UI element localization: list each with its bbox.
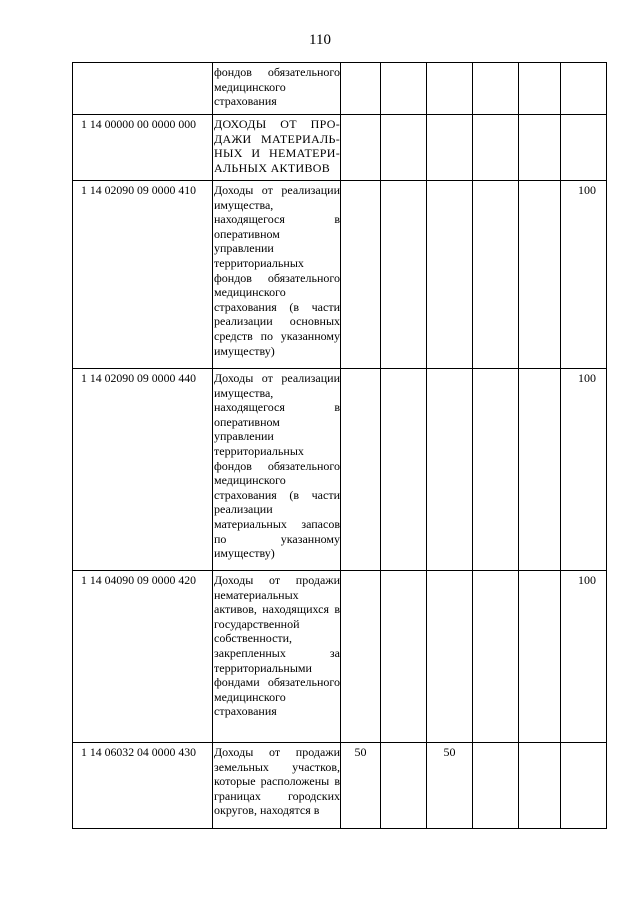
row-name: Доходы от продажи нематериальных активов, находящихся в государственной собственности, закрепленных за территориальными фондами обязательного медицинского страхования bbox=[213, 571, 341, 743]
row-value bbox=[473, 181, 519, 369]
row-value bbox=[519, 181, 561, 369]
row-value bbox=[427, 115, 473, 181]
row-code: 1 14 06032 04 0000 430 bbox=[73, 743, 213, 829]
row-value bbox=[519, 743, 561, 829]
row-code: 1 14 02090 09 0000 410 bbox=[73, 181, 213, 369]
row-name: фондов обязательного медицинского страхования bbox=[213, 63, 341, 115]
row-value bbox=[381, 369, 427, 571]
revenue-table bbox=[72, 62, 607, 829]
row-value bbox=[473, 743, 519, 829]
row-value bbox=[561, 115, 607, 181]
row-value bbox=[341, 571, 381, 743]
row-name: Доходы от реализации имущества, находящегося в оперативном управлении территориальных фондов обязательного медицинского страхования (в части реализации материальных запасов по указанному имуществу) bbox=[213, 369, 341, 571]
row-value bbox=[519, 369, 561, 571]
row-value bbox=[381, 115, 427, 181]
row-value bbox=[473, 115, 519, 181]
row-code bbox=[73, 63, 213, 115]
row-value: 100 bbox=[561, 571, 607, 743]
table-row bbox=[73, 63, 607, 115]
row-value bbox=[561, 63, 607, 115]
row-value: 100 bbox=[561, 369, 607, 571]
row-value bbox=[519, 63, 561, 115]
row-value bbox=[561, 743, 607, 829]
table-row bbox=[73, 743, 607, 829]
row-code: 1 14 00000 00 0000 000 bbox=[73, 115, 213, 181]
row-value bbox=[427, 181, 473, 369]
row-value bbox=[427, 571, 473, 743]
table-row bbox=[73, 181, 607, 369]
row-value bbox=[341, 115, 381, 181]
table-row bbox=[73, 369, 607, 571]
row-value bbox=[473, 571, 519, 743]
row-value bbox=[473, 63, 519, 115]
page-number: 110 bbox=[309, 32, 331, 48]
row-value: 50 bbox=[427, 743, 473, 829]
row-value bbox=[519, 115, 561, 181]
row-value: 50 bbox=[341, 743, 381, 829]
row-value bbox=[341, 369, 381, 571]
row-value bbox=[341, 63, 381, 115]
row-code: 1 14 04090 09 0000 420 bbox=[73, 571, 213, 743]
row-value: 100 bbox=[561, 181, 607, 369]
row-code: 1 14 02090 09 0000 440 bbox=[73, 369, 213, 571]
row-value bbox=[381, 63, 427, 115]
row-value bbox=[381, 571, 427, 743]
row-name: ДОХОДЫ ОТ ПРО-ДАЖИ МАТЕРИАЛЬ-НЫХ И НЕМАТЕРИ-АЛЬНЫХ АКТИВОВ bbox=[213, 115, 341, 181]
row-value bbox=[381, 181, 427, 369]
row-value bbox=[381, 743, 427, 829]
table-row bbox=[73, 115, 607, 181]
row-name: Доходы от реализации имущества, находящегося в оперативном управлении территориальных фондов обязательного медицинского страхования (в части реализации основных средств по указанному имуществу) bbox=[213, 181, 341, 369]
row-value bbox=[427, 63, 473, 115]
row-value bbox=[519, 571, 561, 743]
row-value bbox=[473, 369, 519, 571]
row-value bbox=[427, 369, 473, 571]
table-row bbox=[73, 571, 607, 743]
row-value bbox=[341, 181, 381, 369]
row-name: Доходы от продажи земельных участков, которые расположены в границах городских округов, находятся в bbox=[213, 743, 341, 829]
